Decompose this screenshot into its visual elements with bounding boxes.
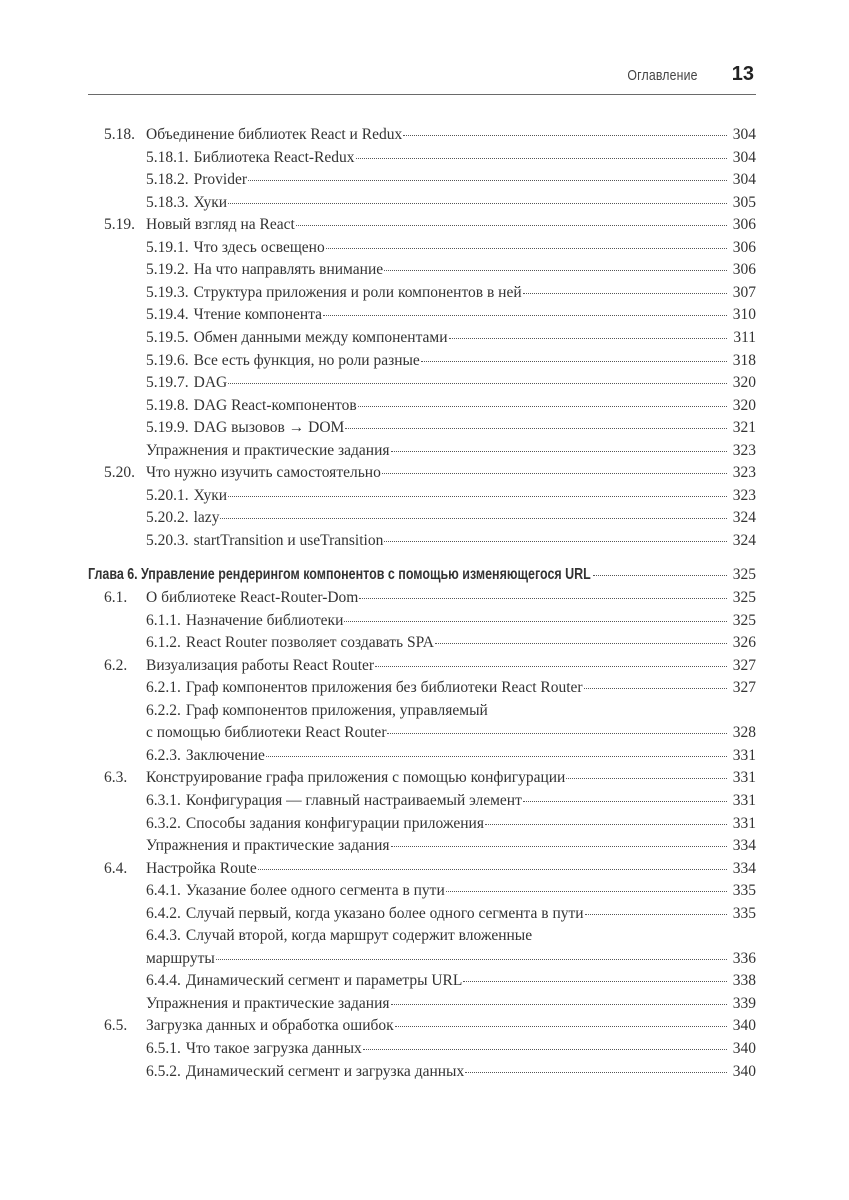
toc-entry-page: 339 — [732, 994, 756, 1012]
toc-entry[interactable] — [104, 589, 756, 611]
toc-entry[interactable] — [146, 442, 756, 464]
toc-entry[interactable] — [104, 126, 756, 148]
dot-leader — [363, 1049, 727, 1050]
toc-entry-page: 331 — [732, 746, 756, 764]
toc-entry-page: 335 — [732, 904, 756, 922]
running-header-title: Оглавление — [627, 67, 698, 84]
toc-entry-number: 6.1. — [104, 589, 128, 606]
toc-entry-page: 320 — [732, 396, 756, 414]
toc-entry-title: lazy — [193, 509, 220, 527]
toc-entry-number: 5.19.6. — [146, 351, 189, 369]
toc-entry[interactable] — [146, 950, 756, 972]
toc-entry-title: DAG вызовов → DOM — [193, 419, 345, 437]
toc-entry-title: startTransition и useTransition — [193, 531, 384, 549]
toc-entry-title: Упражнения и практические задания — [146, 441, 390, 459]
toc-entry-page: 336 — [732, 949, 756, 967]
toc-entry[interactable] — [146, 1063, 756, 1085]
dot-leader — [566, 778, 727, 779]
toc-entry-number: 5.19.5. — [146, 328, 189, 346]
dot-leader — [403, 135, 727, 136]
toc-entry[interactable] — [146, 927, 756, 949]
toc-entry-page: 326 — [732, 634, 756, 652]
toc-entry-number: 6.1.1. — [146, 611, 181, 629]
toc-entry[interactable] — [146, 509, 756, 531]
toc-entry-number: 6.4.1. — [146, 882, 181, 900]
toc-entry[interactable] — [104, 657, 756, 679]
toc-entry-page: 340 — [732, 1062, 756, 1080]
dot-leader — [266, 756, 727, 757]
dot-leader — [375, 666, 727, 667]
toc-entry-number: 6.3.2. — [146, 814, 181, 832]
toc-entry-page: 306 — [732, 216, 756, 234]
toc-entry-title: Чтение компонента — [193, 306, 323, 324]
toc-entry[interactable] — [146, 747, 756, 769]
toc-entry-title: Структура приложения и роли компонентов в ней — [193, 283, 522, 301]
toc-entry[interactable] — [146, 171, 756, 193]
dot-leader — [584, 688, 727, 689]
toc-entry[interactable] — [146, 532, 756, 554]
toc-entry-page: 320 — [732, 374, 756, 392]
toc-entry-number: 5.19. — [104, 216, 135, 234]
toc-entry-page: 304 — [732, 171, 756, 189]
toc-entry-title: Случай первый, когда указано более одного сегмента в пути — [185, 904, 584, 922]
toc-entry-title: Новый взгляд на React — [146, 216, 295, 234]
toc-entry[interactable] — [146, 634, 756, 656]
toc-entry-title: Все есть функция, но роли разные — [193, 351, 420, 369]
toc-entry-title: Библиотека React-Redux — [193, 148, 355, 166]
dot-leader — [384, 541, 727, 542]
toc-entry[interactable] — [146, 1040, 756, 1062]
toc-entry-number: 6.5.1. — [146, 1040, 181, 1057]
toc-entry-number: 6.4.4. — [146, 972, 181, 990]
toc-entry[interactable] — [146, 724, 756, 746]
toc-entry-title: Случай второй, когда маршрут содержит вложенные — [185, 927, 533, 945]
dot-leader — [345, 428, 727, 429]
toc-entry-page: 306 — [732, 238, 756, 256]
toc-entry-page: 323 — [732, 464, 756, 482]
toc-entry-number: 5.19.1. — [146, 238, 189, 256]
toc-entry-number: 5.20. — [104, 464, 135, 482]
page-number: 13 — [731, 63, 754, 85]
dot-leader — [248, 180, 727, 181]
toc-entry-page: 325 — [732, 589, 756, 606]
toc-entry-number: 6.2.1. — [146, 679, 181, 697]
toc-entry-title: React Router позволяет создавать SPA — [185, 634, 434, 652]
dot-leader — [344, 621, 727, 622]
toc-entry-page: 321 — [732, 419, 756, 437]
toc-entry-title: Управление рендерингом компонентов с помощью изменяющегося URL — [141, 566, 592, 584]
toc-entry-title: Хуки — [193, 486, 228, 504]
toc-entry-title: На что направлять внимание — [193, 261, 384, 279]
toc-entry-number: 5.19.2. — [146, 261, 189, 279]
dot-leader — [435, 643, 727, 644]
toc-entry-title: Загрузка данных и обработка ошибок — [146, 1017, 394, 1035]
toc-entry-title: Динамический сегмент и параметры URL — [185, 972, 463, 990]
dot-leader — [391, 1004, 727, 1005]
toc-entry-title: Обмен данными между компонентами — [193, 328, 448, 346]
toc-entry-title: Provider — [193, 171, 248, 189]
toc-entry-number: 6.2. — [104, 656, 128, 674]
dot-leader — [523, 293, 727, 294]
toc-entry[interactable] — [146, 702, 756, 724]
dot-leader — [421, 361, 727, 362]
toc-chapter-entry[interactable] — [88, 566, 756, 588]
toc-entry-page: 324 — [732, 509, 756, 527]
toc-entry-title: Упражнения и практические задания — [146, 994, 390, 1012]
dot-leader — [228, 496, 727, 497]
toc-entry-number: 5.18.1. — [146, 148, 189, 166]
toc-entry[interactable] — [146, 352, 756, 374]
toc-entry[interactable] — [146, 612, 756, 634]
toc-entry[interactable] — [104, 769, 756, 791]
toc-entry-title: Что нужно изучить самостоятельно — [146, 464, 381, 482]
dot-leader — [463, 981, 727, 982]
toc-entry[interactable] — [104, 464, 756, 486]
toc-entry[interactable] — [146, 837, 756, 859]
toc-entry-title: маршруты — [146, 949, 215, 967]
dot-leader — [228, 203, 727, 204]
toc-entry-page: 306 — [732, 261, 756, 279]
toc-entry-number: 6.3. — [104, 769, 128, 787]
toc-entry-title: Граф компонентов приложения без библиотеки React Router — [185, 679, 583, 697]
toc-entry[interactable] — [104, 860, 756, 882]
toc-entry-page: 323 — [732, 486, 756, 504]
toc-entry-page: 307 — [732, 283, 756, 301]
dot-leader — [258, 869, 727, 870]
toc-entry-page: 334 — [732, 859, 756, 877]
dot-leader — [523, 801, 727, 802]
toc-entry-title: с помощью библиотеки React Router — [146, 724, 387, 742]
toc-entry[interactable] — [146, 239, 756, 261]
dot-leader — [387, 733, 727, 734]
toc-entry-title: DAG React-компонентов — [193, 396, 357, 414]
toc-entry-page: 325 — [732, 611, 756, 629]
toc-entry[interactable] — [146, 306, 756, 328]
toc-entry-number: 6.4.3. — [146, 927, 181, 945]
toc-entry-page: 304 — [732, 126, 756, 143]
toc-entry-number: 5.19.4. — [146, 306, 189, 324]
toc-entry-title: Что такое загрузка данных — [185, 1040, 362, 1057]
dot-leader — [384, 270, 727, 271]
toc-entry-title: Конфигурация — главный настраиваемый элемент — [185, 791, 522, 809]
toc-entry-title: О библиотеке React-Router-Dom — [146, 589, 359, 606]
toc-entry-page: 340 — [732, 1017, 756, 1035]
toc-entry-title: Визуализация работы React Router — [146, 656, 375, 674]
toc-entry[interactable] — [146, 882, 756, 904]
toc-entry[interactable] — [146, 397, 756, 419]
dot-leader — [382, 473, 727, 474]
toc-entry-page: 311 — [733, 328, 756, 346]
dot-leader — [449, 338, 727, 339]
toc-entry-page: 324 — [732, 531, 756, 549]
dot-leader — [356, 158, 727, 159]
dot-leader — [326, 248, 727, 249]
toc-entry[interactable] — [146, 972, 756, 994]
toc-entry[interactable] — [146, 194, 756, 216]
toc-entry-number: 6.2.3. — [146, 746, 181, 764]
toc-entry[interactable] — [104, 1017, 756, 1039]
toc-entry-page: 304 — [732, 148, 756, 166]
toc-entry[interactable] — [146, 815, 756, 837]
toc-entry-page: 305 — [732, 193, 756, 211]
toc-entry-page: 335 — [732, 882, 756, 900]
toc-entry-number: 6.4.2. — [146, 904, 181, 922]
toc-entry[interactable] — [104, 216, 756, 238]
toc-entry-title: Граф компонентов приложения, управляемый — [185, 701, 488, 719]
dot-leader — [220, 518, 727, 519]
dot-leader — [216, 959, 727, 960]
toc-entry-page: 331 — [732, 814, 756, 832]
toc-entry-number: 6.5. — [104, 1017, 128, 1035]
running-header — [88, 62, 756, 95]
toc-entry-number: 5.20.2. — [146, 509, 189, 527]
toc-entry-number: 5.18. — [104, 126, 135, 143]
dot-leader — [465, 1072, 727, 1073]
dot-leader — [593, 575, 727, 576]
toc-entry[interactable] — [146, 792, 756, 814]
toc-entry-number: 6.2.2. — [146, 701, 181, 719]
toc-entry-number: 5.20.3. — [146, 531, 189, 549]
toc-entry-title: Указание более одного сегмента в пути — [185, 882, 445, 900]
toc-entry-page: 325 — [732, 566, 756, 584]
toc-entry[interactable] — [146, 284, 756, 306]
dot-leader — [323, 315, 727, 316]
toc-entry-page: 327 — [732, 679, 756, 697]
dot-leader — [296, 225, 727, 226]
toc-entry-number: 6.5.2. — [146, 1062, 181, 1080]
toc-entry-title: Способы задания конфигурации приложения — [185, 814, 484, 832]
toc-entry[interactable] — [146, 374, 756, 396]
dot-leader — [358, 406, 727, 407]
toc-entry-title: Настройка Route — [146, 859, 257, 877]
toc-entry-page: 328 — [732, 724, 756, 742]
toc-entry-title: Объединение библиотек React и Redux — [146, 126, 403, 143]
toc-entry-number: 5.19.7. — [146, 374, 189, 392]
toc-entry[interactable] — [146, 679, 756, 701]
toc-entry-number: Глава 6. — [88, 566, 138, 584]
dot-leader — [391, 451, 727, 452]
toc-entry-number: 5.19.8. — [146, 396, 189, 414]
toc-entry-page: 331 — [732, 791, 756, 809]
dot-leader — [228, 383, 727, 384]
dot-leader — [391, 846, 727, 847]
toc-entry-title: Хуки — [193, 193, 228, 211]
toc-entry-page: 327 — [732, 656, 756, 674]
toc-entry-page: 334 — [732, 837, 756, 855]
toc-entry-page: 323 — [732, 441, 756, 459]
toc-entry-number: 5.18.2. — [146, 171, 189, 189]
dot-leader — [395, 1026, 727, 1027]
toc-entry-page: 318 — [732, 351, 756, 369]
dot-leader — [446, 891, 727, 892]
toc-entry-title: Что здесь освещено — [193, 238, 325, 256]
dot-leader — [585, 914, 727, 915]
toc-entry-number: 6.4. — [104, 859, 128, 877]
toc-entry-page: 331 — [732, 769, 756, 787]
toc-entry[interactable] — [146, 487, 756, 509]
toc-entry[interactable] — [146, 329, 756, 351]
toc-entry-title: Конструирование графа приложения с помощью конфигурации — [146, 769, 566, 787]
toc-entry-title: Упражнения и практические задания — [146, 837, 390, 855]
toc-entry-title: Назначение библиотеки — [185, 611, 344, 629]
toc-entry-number: 6.1.2. — [146, 634, 181, 652]
toc-entry-number: 5.19.3. — [146, 283, 189, 301]
toc-entry[interactable] — [146, 905, 756, 927]
toc-entry-page: 340 — [732, 1040, 756, 1057]
dot-leader — [359, 598, 727, 599]
toc-entry-page: 310 — [732, 306, 756, 324]
dot-leader — [485, 824, 727, 825]
toc-entry[interactable] — [146, 419, 756, 441]
toc-entry-title: Заключение — [185, 746, 265, 764]
toc-entry-number: 6.3.1. — [146, 791, 181, 809]
toc-entry-title: Динамический сегмент и загрузка данных — [185, 1062, 465, 1080]
toc-entry-title: DAG — [193, 374, 228, 392]
toc-entry[interactable] — [146, 261, 756, 283]
toc-entry-number: 5.20.1. — [146, 486, 189, 504]
toc-entry[interactable] — [146, 149, 756, 171]
toc-entry-page: 338 — [732, 972, 756, 990]
toc-entry-number: 5.18.3. — [146, 193, 189, 211]
toc-entry[interactable] — [146, 995, 756, 1017]
toc-entry-number: 5.19.9. — [146, 419, 189, 437]
